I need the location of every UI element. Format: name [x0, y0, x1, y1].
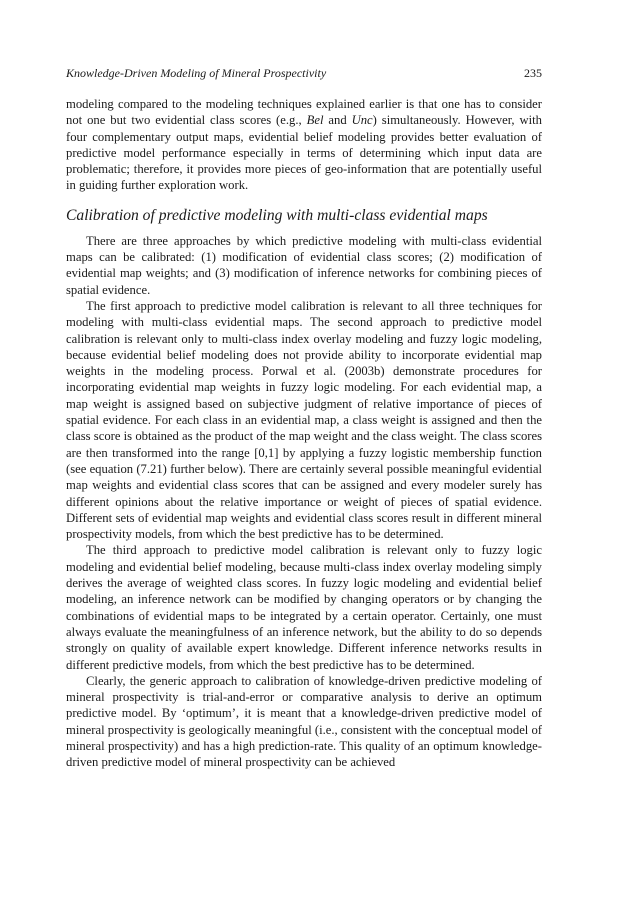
body-paragraph-2: The first approach to predictive model calibration is relevant to all three techniques for modeling with multi-class evidential maps. The second approach to predictive model calibration is relevant only to multi-class index overlay modeling and fuzzy logic modeling, because evidential belief modeling does not provide ability to incorporate evidential map weights in the modeling process. Porwal et al. (2003b) demonstrate procedures for incorporating evidential map weights in fuzzy logic modeling. For each evidential map, a map weight is assigned based on subjective judgment of relative importance of pieces of spatial evidence. For each class in an evidential map, a class weight is assigned and then the class score is obtained as the product of the map weight and the class weight. The class scores are then transformed into the range [0,1] by applying a fuzzy logistic membership function (see equation (7.21) further below). There are certainly several possible meaningful evidential map weights and evidential class scores that can be assigned and every modeler surely has different opinions about the relative importance or weight of pieces of spatial evidence. Different sets of evidential map weights and evidential class scores result in different mineral prospectivity models, from which the best predictive has to be determined.: [66, 298, 542, 542]
running-header: [66, 66, 542, 81]
running-title: Knowledge-Driven Modeling of Mineral Prospectivity: [66, 66, 327, 80]
intro-text-1: modeling compared to the modeling techniques explained earlier is that one has to consider not one but two evidential class scores (e.g.,: [66, 97, 542, 128]
body-paragraph-3: The third approach to predictive model calibration is relevant only to fuzzy logic modeling and evidential belief modeling, because multi-class index overlay modeling simply derives the average of weighted class scores. In fuzzy logic modeling and evidential belief modeling, an inference network can be modified by changing operators or by changing the combinations of evidential maps to be integrated by a certain operator. Certainly, one must always evaluate the meaningfulness of an inference network, but the ability to do so depends strongly on quality of available expert knowledge. Different inference networks results in different predictive models, from which the best predictive has to be determined.: [66, 543, 542, 672]
intro-term-unc: Unc: [351, 113, 373, 128]
section-heading: Calibration of predictive modeling with multi-class evidential maps: [66, 206, 488, 224]
intro-paragraph: [66, 96, 542, 194]
document-page: [66, 66, 542, 771]
intro-term-bel: Bel: [306, 113, 324, 128]
intro-text-2: and: [323, 113, 352, 128]
body-paragraph-1: There are three approaches by which predictive modeling with multi-class evidential maps can be calibrated: (1) modification of evidential class scores; (2) modification of evidential map weights; and (3) modification of inference networks for combining pieces of spatial evidence.: [66, 233, 542, 297]
page-number: 235: [524, 66, 542, 80]
body-paragraph-4: Clearly, the generic approach to calibration of knowledge-driven predictive modeling of mineral prospectivity is trial-and-error or comparative analysis to derive an optimum predictive model. By ‘optimum’, it is meant that a knowledge-driven predictive model of mineral prospectivity is geologically meaningful (i.e., consistent with the conceptual model of mineral prospectivity) and has a high prediction-rate. This quality of an optimum knowledge-driven predictive model of mineral prospectivity can be achieved: [66, 673, 543, 770]
intro-text-3: ) simultaneously. However, with four complementary output maps, evidential belief modeling provides better evaluation of predictive model performance especially in terms of determining which input data are problematic; therefore, it provides more pieces of geo-information that are potentially useful in guiding further exploration work.: [66, 113, 542, 193]
